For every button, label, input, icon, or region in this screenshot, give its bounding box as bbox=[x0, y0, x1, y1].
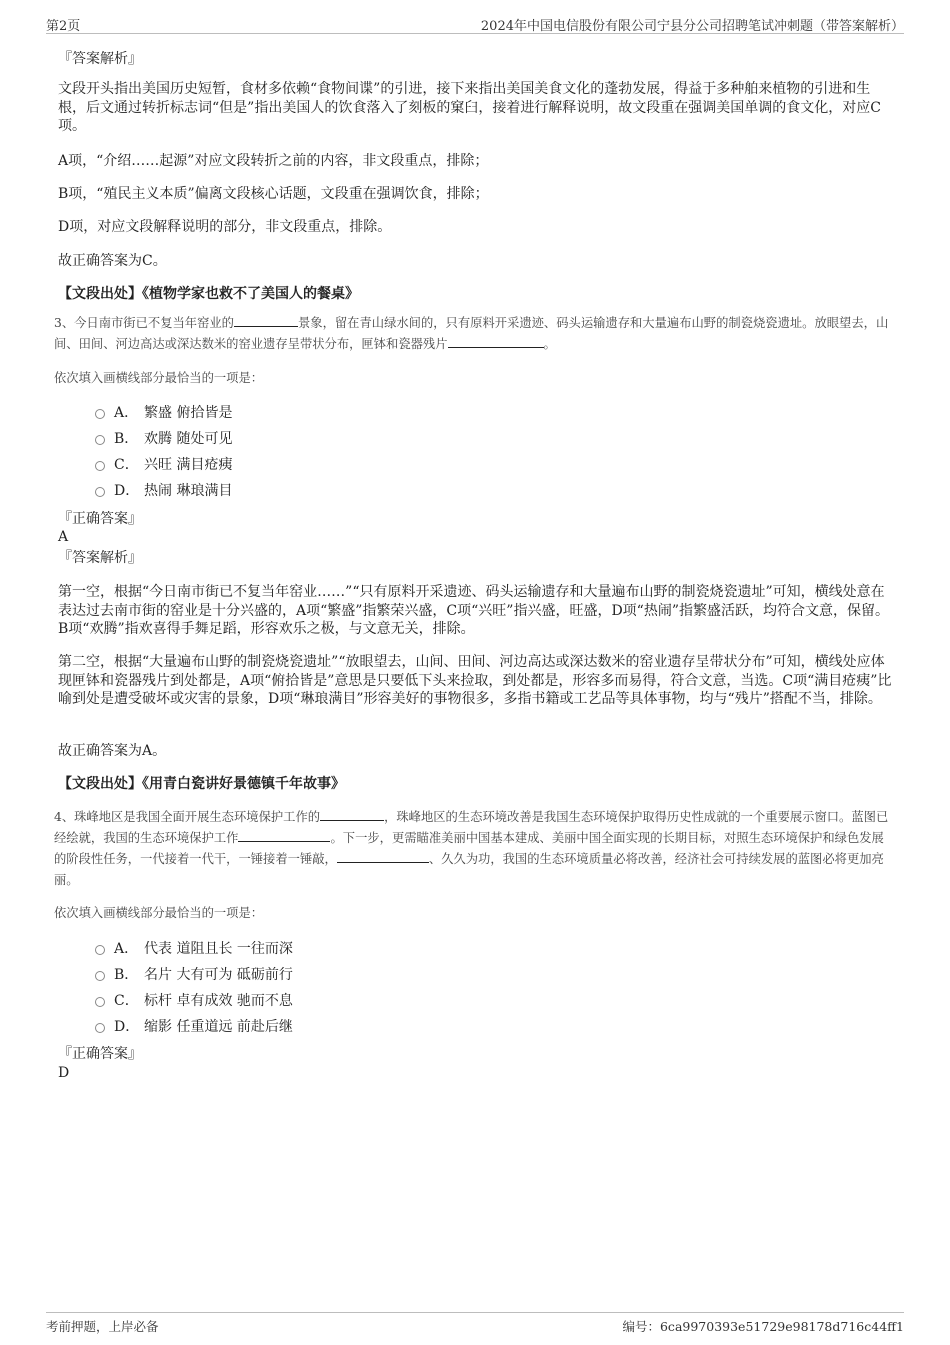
question-3-stem: 3、今日南市街已不复当年窑业的 景象，留在青山绿水间的，只有原料开采遗迹、码头运输遗存和大量遍布山野的制瓷烧瓷遗址。放眼望去，山间、田间、河边高达或深达数米的窑业遗存呈带状分布，匣钵和瓷器残片 。 bbox=[54, 316, 889, 351]
answer-label: 『正确答案』 bbox=[58, 1046, 142, 1062]
analysis-paragraph: 文段开头指出美国历史短暂，食材多依赖“食物间谍”的引进，接下来指出美国美食文化的蓬勃发展，得益于多种舶来植物的引进和生根，后文通过转折标志词“但是”指出美国人的饮食落入了刻板的窠臼，接着进行解释说明，故文段重在强调美国单调的食文化，对应C项。 bbox=[58, 81, 882, 134]
analysis-option-b: B项，“殖民主义本质”偏离文段核心话题，文段重在强调饮食，排除； bbox=[58, 186, 489, 202]
fill-blank bbox=[448, 335, 544, 348]
answer-label: 『正确答案』 bbox=[58, 511, 142, 527]
page-header bbox=[46, 13, 904, 34]
answer-value: D bbox=[58, 1065, 70, 1081]
analysis-paragraph: 第一空，根据“今日南市街已不复当年窑业……”“只有原料开采遗迹、码头运输遗存和大量遍布山野的制瓷烧瓷遗址”可知，横线处意在表达过去南市街的窑业是十分兴盛的，A项“繁盛”指繁荣兴盛，C项“兴旺”指兴盛，旺盛，D项“热闹”指繁盛活跃，均符合文意，保留。B项“欢腾”指欢喜得手舞足蹈，形容欢乐之极，与文意无关，排除。 bbox=[58, 584, 889, 637]
question-prompt: 依次填入画横线部分最恰当的一项是： bbox=[54, 906, 264, 920]
option-b[interactable]: B． 欢腾 随处可见 bbox=[95, 425, 232, 451]
fill-blank bbox=[238, 829, 330, 842]
radio-icon[interactable] bbox=[95, 945, 105, 955]
question-prompt: 依次填入画横线部分最恰当的一项是： bbox=[54, 371, 264, 385]
radio-icon[interactable] bbox=[95, 971, 105, 981]
option-b[interactable]: B． 名片 大有可为 砥砺前行 bbox=[95, 961, 293, 987]
footer-slogan: 考前押题，上岸必备 bbox=[46, 1319, 159, 1334]
analysis-label: 『答案解析』 bbox=[58, 51, 142, 67]
radio-icon[interactable] bbox=[95, 487, 105, 497]
conclusion: 故正确答案为A。 bbox=[58, 743, 167, 759]
option-c[interactable]: C． 标杆 卓有成效 驰而不息 bbox=[95, 987, 293, 1013]
radio-icon[interactable] bbox=[95, 435, 105, 445]
question-4-stem: 4、珠峰地区是我国全面开展生态环境保护工作的 ，珠峰地区的生态环境改善是我国生态环境保护取得历史性成就的一个重要展示窗口。蓝图已经绘就，我国的生态环境保护工作 。下一步，更需瞄准美丽中国基本建成、美丽中国全面实现的长期目标，对照生态环境保护和绿色发展的阶段性任务，一代接着一代干，一锤接着一锤敲， 、久久为功，我国的生态环境质量必将改善，经济社会可持续发展的蓝图必将更加亮丽。 bbox=[54, 810, 889, 887]
page-number: 第2页 bbox=[46, 19, 81, 34]
option-d[interactable]: D． 热闹 琳琅满目 bbox=[95, 477, 232, 503]
document-title: 2024年中国电信股份有限公司宁县分公司招聘笔试冲刺题（带答案解析） bbox=[480, 19, 904, 34]
analysis-paragraph: 第二空，根据“大量遍布山野的制瓷烧瓷遗址”“放眼望去，山间、田间、河边高达或深达数米的窑业遗存呈带状分布”可知，横线处应体现匣钵和瓷器残片到处都是，A项“俯拾皆是”意思是只要低下头来捡取，到处都是，形容多而易得，符合文意，当选。C项“满目疮痍”比喻到处是遭受破坏或灾害的景象，D项“琳琅满目”形容美好的事物很多，多指书籍或工艺品等具体事物，均与“残片”搭配不当，排除。 bbox=[58, 654, 892, 707]
radio-icon[interactable] bbox=[95, 461, 105, 471]
question-3-options bbox=[95, 399, 232, 503]
radio-icon[interactable] bbox=[95, 409, 105, 419]
fill-blank bbox=[320, 808, 384, 821]
source-citation: 【文段出处】《植物学家也救不了美国人的餐桌》 bbox=[58, 286, 359, 302]
page-footer bbox=[46, 1312, 904, 1335]
analysis-label: 『答案解析』 bbox=[58, 550, 142, 566]
answer-value: A bbox=[58, 529, 69, 545]
radio-icon[interactable] bbox=[95, 1023, 105, 1033]
radio-icon[interactable] bbox=[95, 997, 105, 1007]
conclusion: 故正确答案为C。 bbox=[58, 253, 167, 269]
option-a[interactable]: A． 代表 道阻且长 一往而深 bbox=[95, 935, 293, 961]
option-a[interactable]: A． 繁盛 俯拾皆是 bbox=[95, 399, 232, 425]
option-d[interactable]: D． 缩影 任重道远 前赴后继 bbox=[95, 1013, 293, 1039]
document-id: 编号：6ca9970393e51729e98178d716c44ff1 bbox=[622, 1319, 904, 1334]
fill-blank bbox=[337, 850, 429, 863]
analysis-option-a: A项，“介绍……起源”对应文段转折之前的内容，非文段重点，排除； bbox=[58, 153, 489, 169]
source-citation: 【文段出处】《用青白瓷讲好景德镇千年故事》 bbox=[58, 776, 345, 792]
analysis-option-d: D项，对应文段解释说明的部分，非文段重点，排除。 bbox=[58, 219, 392, 235]
option-c[interactable]: C． 兴旺 满目疮痍 bbox=[95, 451, 232, 477]
fill-blank bbox=[234, 314, 298, 327]
question-4-options bbox=[95, 935, 293, 1039]
